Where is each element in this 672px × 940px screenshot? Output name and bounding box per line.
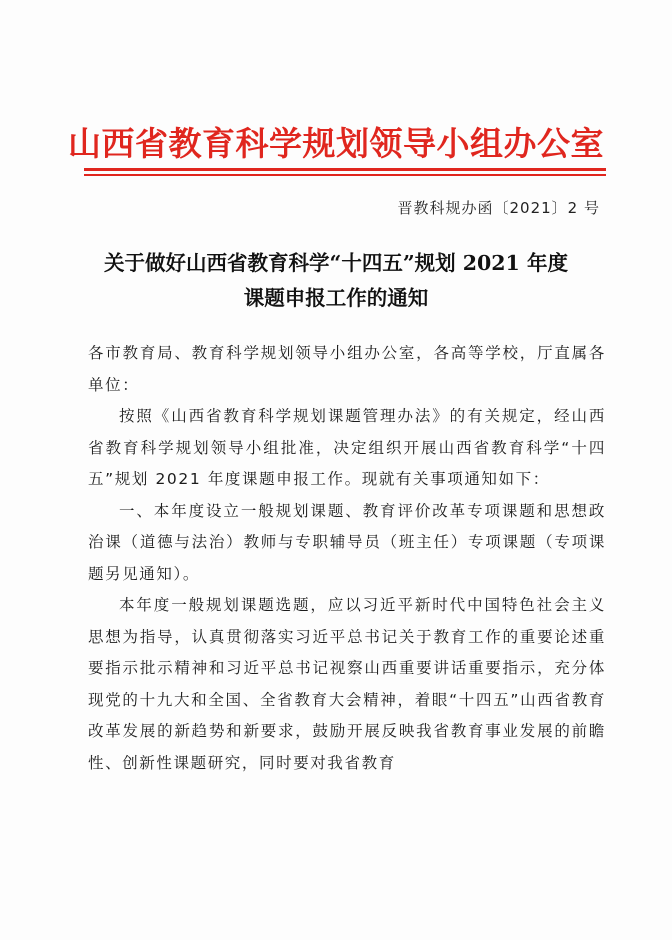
letterhead-rule-thick <box>84 168 606 171</box>
document-body <box>88 338 606 779</box>
addressee: 各市教育局、教育科学规划领导小组办公室，各高等学校，厅直属各单位： <box>88 344 606 394</box>
letterhead-rule-thin <box>84 174 606 176</box>
body-paragraph: 一、本年度设立一般规划课题、教育评价改革专项课题和思想政治课（道德与法治）教师与专职辅导员（班主任）专项课题（专项课题另见通知）。 <box>88 501 606 583</box>
document-title-line-1: 关于做好山西省教育科学“十四五”规划 2021 年度 <box>104 251 568 275</box>
body-paragraph: 本年度一般规划课题选题，应以习近平新时代中国特色社会主义思想为指导，认真贯彻落实习近平总书记关于教育工作的重要论述重要指示批示精神和习近平总书记视察山西重要讲话重要指示，充分体现党的十九大和全国、全省教育大会精神，着眼“十四五”山西省教育改革发展的新趋势和新要求，鼓励开展反映我省教育事业发展的前瞻性、创新性课题研究，同时要对我省教育 <box>88 596 606 772</box>
document-title-line-2: 课题申报工作的通知 <box>243 286 429 310</box>
letterhead-org-name: 山西省教育科学规划领导小组办公室 <box>68 124 604 163</box>
body-paragraph: 按照《山西省教育科学规划课题管理办法》的有关规定，经山西省教育科学规划领导小组批准，决定组织开展山西省教育科学“十四五”规划 2021 年度课题申报工作。现就有关事项通知如下： <box>88 407 606 488</box>
document-number: 晋教科规办函〔2021〕2 号 <box>397 199 600 217</box>
